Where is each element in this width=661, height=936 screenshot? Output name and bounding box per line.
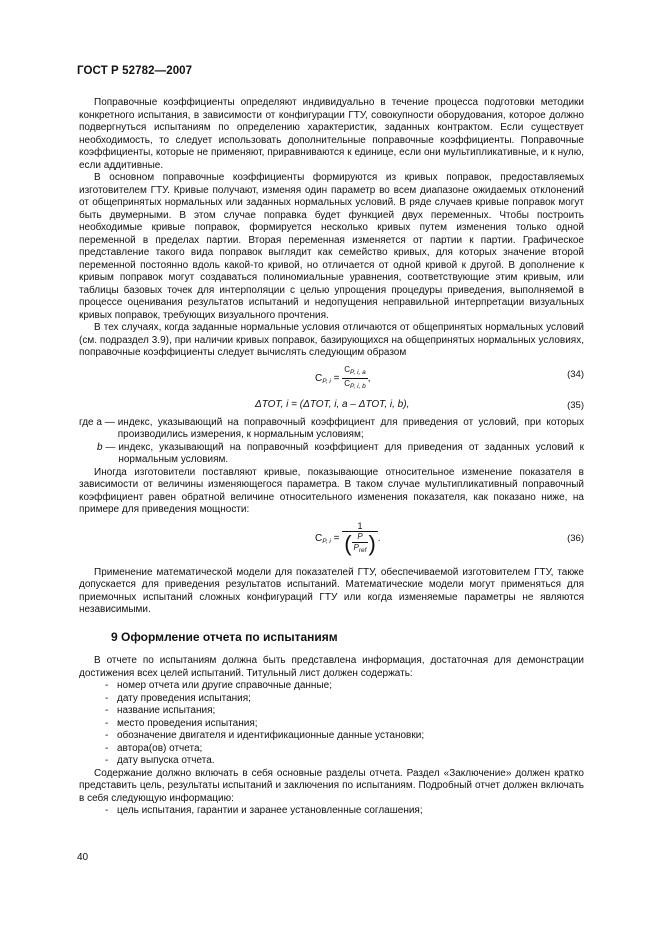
paragraph-report-contents: Содержание должно включать в себя основные разделы отчета. Раздел «Заключение» должен кратко представить цель, результаты испытаний и заключения по испытаниям. Подробный отчет должен включать в себя следующую информацию: [79,767,584,804]
formula-36 [79,521,584,561]
definition-a-label: где a — [79,416,115,428]
document-header: ГОСТ Р 52782—2007 [77,65,193,77]
paragraph-correction-curves: В основном поправочные коэффициенты формируются из кривых поправок, предоставляемых изготовителем ГТУ. Кривые получают, изменяя один параметр во всем диапазоне ожидаемых отклонений от общепринятых нормальных или заданных нормальных условий. В ряде случаев кривые поправок могут быть двумерными. В этом случае поправка будет функцией двух переменных. Чтобы построить необходимые кривые поправок, формируется несколько кривых путем изменения только одной переменной в пределах партии. Вторая переменная изменяется от партии к партии. Графическое представление такого вида поправок выглядит как семейство кривых, для которых значение второй переменной постоянно вдоль какой-то кривой, но отличается от одной кривой к другой. В дополнение к кривым поправок могут создаваться полиномиальные уравнения, соответствующие этим кривым, или таблицы базовых точек для интерполяции с целью упрощения процедуры приведения, выполняемой в процессе оценивания результатов испытаний и недопущения неправильной интерпретации визуальных кривых поправок, требующих визуального прочтения. [79,172,584,321]
detail-list [79,805,584,818]
formula-36-number: (36) [567,532,584,544]
definition-b-label: b — [97,441,116,453]
paragraph-math-model: Применение математической модели для показателей ГТУ, обеспечиваемой изготовителем ГТУ, также допускается для приведения результатов испытаний. Математические модели могут применяться для приемочных испытаний сложных конфигураций ГТУ или когда изменяемые параметры не являются независимыми. [79,566,584,615]
page-number: 40 [77,852,89,863]
section-9-title: 9 Оформление отчета по испытаниям [111,629,338,644]
title-page-list [79,680,584,768]
formula-35-number: (35) [567,399,584,411]
list-item: - дату проведения испытания; [105,692,251,704]
definition-a-text: индекс, указывающий на поправочный коэффициент для приведения от условий, при которых производились измерения, к нормальным условиям; [117,416,584,440]
formula-36-fraction: 1 ( $\frac{P}{P_{ref}}$ ) [344,520,376,556]
formula-35-expression: ΔTOT, i = (ΔTOT, i, a – ΔTOT, i, b), [255,398,410,410]
list-item: - место проведения испытания; [105,717,258,729]
paragraph-report-info: В отчете по испытаниям должна быть представлена информация, достаточная для демонстрации достижения всех целей испытаний. Титульный лист должен содержать: [79,655,584,679]
document-body [79,97,584,818]
formula-34-number: (34) [567,368,584,380]
list-item: - цель испытания, гарантии и заранее установленные соглашения; [105,805,423,816]
paragraph-normal-conditions: В тех случаях, когда заданные нормальные условия отличаются от общепринятых нормальных условий (см. подраздел 3.9), при наличии кривых поправок, базирующихся на общепринятых нормальных условиях, поправочные коэффициенты следует вычислять следующим образом [79,322,584,358]
paragraph-relative-change: Иногда изготовители поставляют кривые, показывающие относительное изменение показателя в зависимости от величины изменяющегося параметра. В таком случае мультипликативный поправочный коэффициент равен обратной величине относительного изменения показателя, как показано ниже, на примере для приведения мощности: [79,466,584,515]
list-item: - номер отчета или другие справочные данные; [105,680,332,691]
definition-a [79,417,584,442]
formula-34 [79,363,584,393]
list-item: - обозначение двигателя и идентификационные данные установки; [105,730,425,741]
list-item: - автора(ов) отчета; [105,742,203,754]
formula-34-fraction: $\frac{C_{P, i, a}}{C_{P, i, b}}$ [344,364,366,390]
index-definitions [79,417,584,467]
paragraph-correction-factors: Поправочные коэффициенты определяют индивидуально в течение процесса подготовки методики конкретного испытания, в зависимости от конфигурации ГТУ, совокупности оборудования, которое должно подвергнуться испытаниям по определению характеристик, заданных контрактом. Если существует необходимость, то следует использовать дополнительные поправочные коэффициенты. Поправочные коэффициенты, которые не применяют, приравниваются к единице, если они мультипликативные, и к нулю, если аддитивные. [79,97,584,171]
definition-b-text: индекс, указывающий на поправочный коэффициент для приведения от заданных условий к нормальным условиям. [118,441,584,465]
formula-36-expression: $C_{P, i}$ = 1 ( $\frac{P}{P_{ref}}$ ) . [315,520,381,556]
list-item: - дату выпуска отчета. [105,755,215,766]
list-item: - название испытания; [105,705,216,716]
formula-34-expression: $C_{P, i}$ = $\frac{C_{P, i, a}}{C_{P, i, b}}$ , [315,364,371,390]
formula-35 [79,397,584,417]
definition-b [79,442,584,467]
